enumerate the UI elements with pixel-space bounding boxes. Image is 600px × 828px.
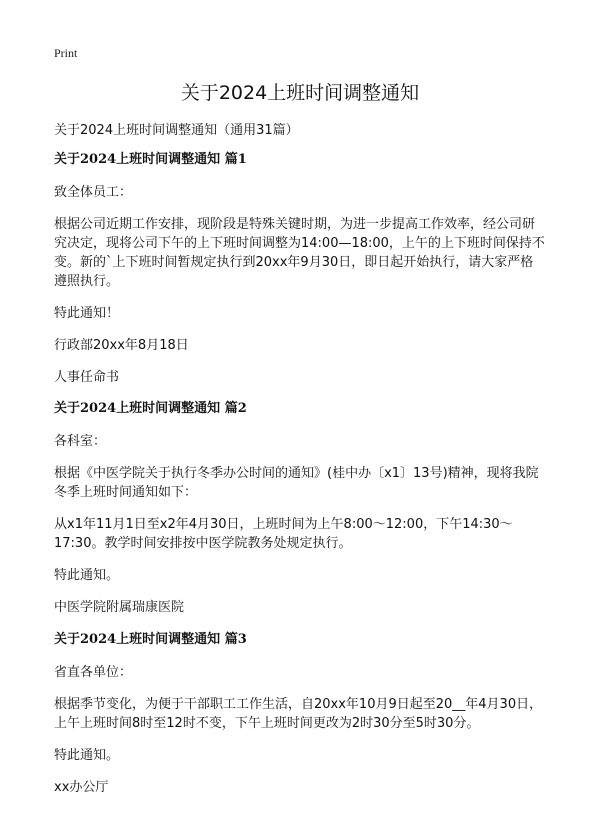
page-title: 关于2024上班时间调整通知 (180, 82, 420, 104)
signature: 中医学院附属瑞康医院 (54, 600, 185, 615)
salutation: 致全体员工： (54, 185, 133, 200)
extra-line: 人事任命书 (54, 370, 120, 385)
closing-text: 特此通知。 (54, 748, 120, 763)
print-label: Print (54, 46, 78, 60)
section-heading: 关于2024上班时间调整通知 篇1 (54, 152, 247, 167)
salutation: 省直各单位： (54, 665, 133, 680)
signature: 行政部20xx年8月18日 (54, 338, 189, 353)
closing-text: 特此通知！ (54, 306, 120, 321)
signature: xx办公厅 (54, 780, 109, 795)
section-heading: 关于2024上班时间调整通知 篇2 (54, 401, 247, 416)
section-heading: 关于2024上班时间调整通知 篇3 (54, 632, 247, 647)
paragraph: 根据季节变化，为便于干部职工工作生活，自20xx年10月9日起至20__年4月30日，上午上班时间8时至12时不变，下午上班时间更改为2时30分至5时30分。 (54, 697, 543, 731)
document-body (54, 150, 546, 810)
salutation: 各科室： (54, 434, 107, 449)
paragraph: 根据《中医学院关于执行冬季办公时间的通知》(桂中办〔x1〕13号)精神，现将我院冬季上班时间通知如下： (54, 466, 539, 500)
document-subtitle: 关于2024上班时间调整通知（通用31篇） (54, 123, 299, 138)
paragraph: 从x1年11月1日至x2年4月30日，上班时间为上午8:00～12:00，下午14:30～17:30。教学时间安排按中医学院教务处规定执行。 (54, 517, 513, 551)
paragraph: 根据公司近期工作安排，现阶段是特殊关键时期，为进一步提高工作效率，经公司研究决定，现将公司下午的上下班时间调整为14:00—18:00，上午的上下班时间保持不变。新的`上下班时间暂规定执行到20xx年9月30日，即日起开始执行，请大家严格遵照执行。 (54, 217, 545, 289)
closing-text: 特此通知。 (54, 568, 120, 583)
